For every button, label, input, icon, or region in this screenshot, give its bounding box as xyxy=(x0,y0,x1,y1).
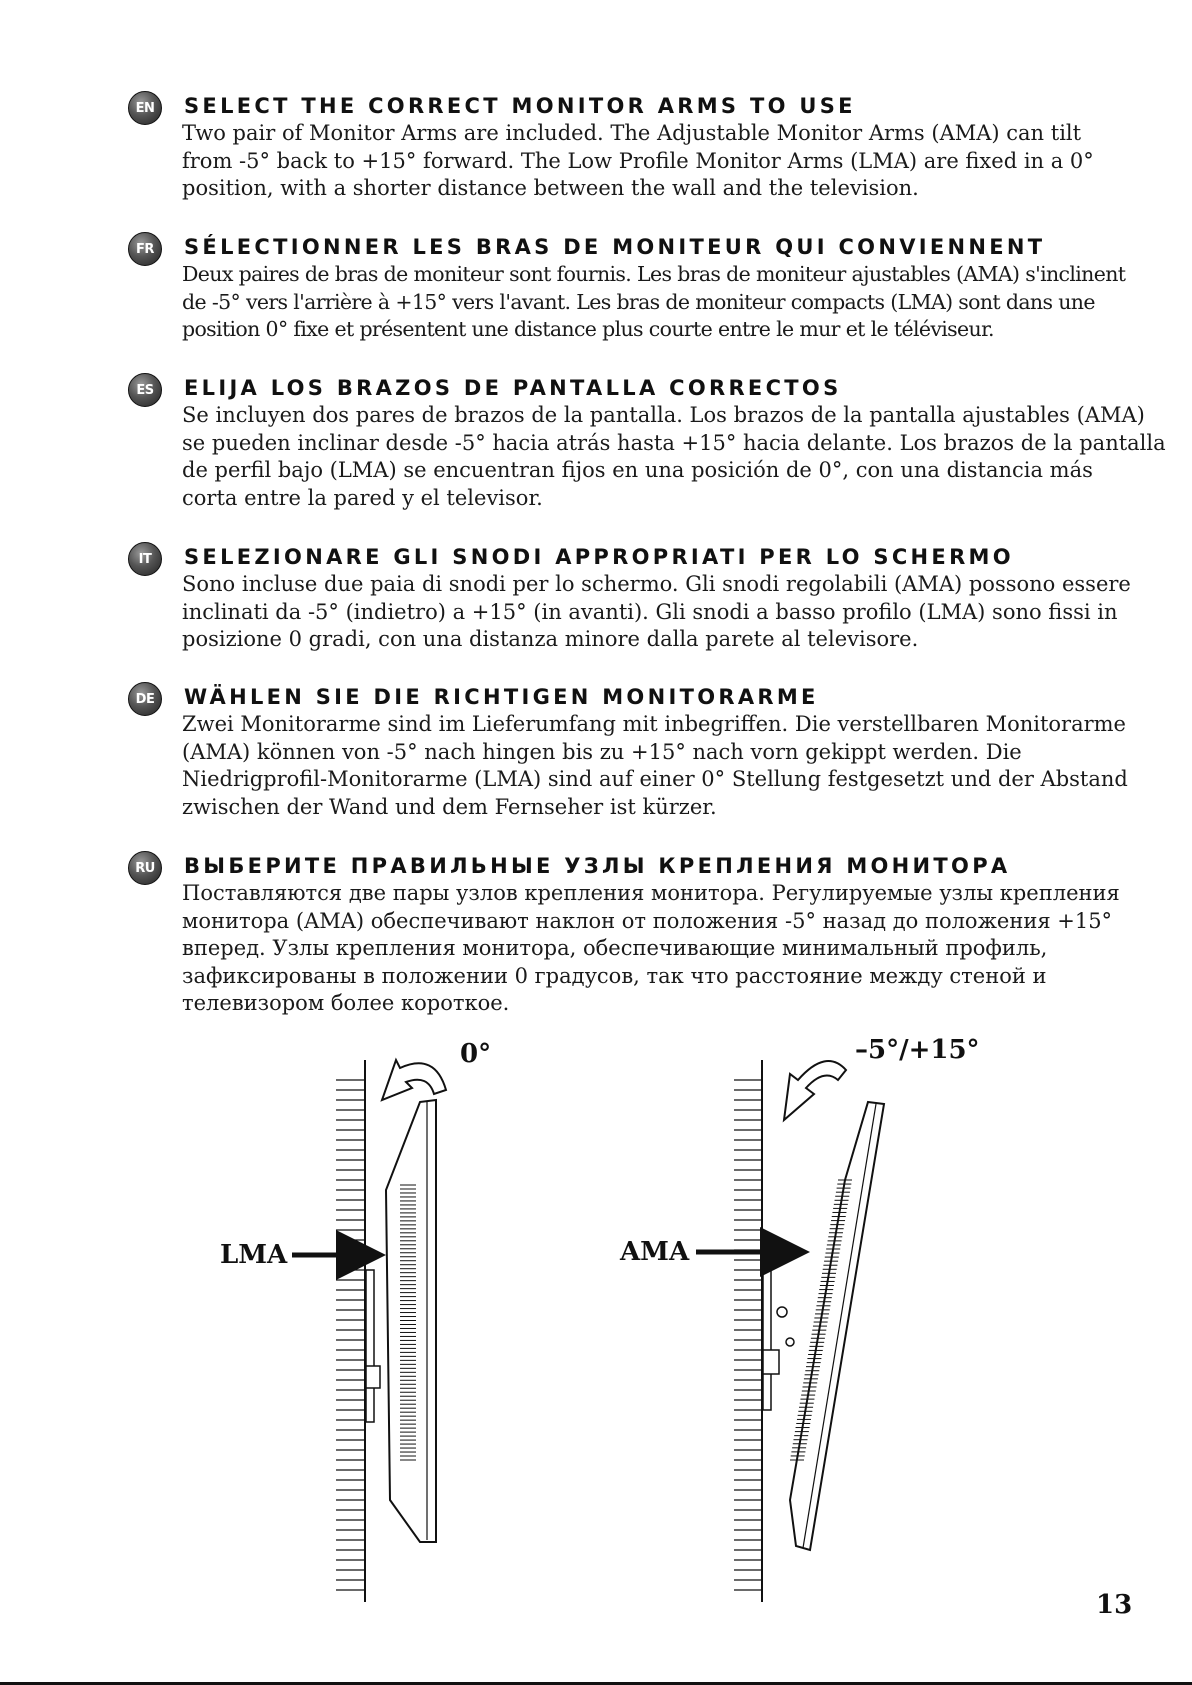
section-body xyxy=(182,120,1192,203)
body-line: Two pair of Monitor Arms are included. The Adjustable Monitor Arms (AMA) can tilt xyxy=(182,121,1082,145)
lma-diagram xyxy=(220,1039,491,1602)
language-badge-ru: RU xyxy=(128,851,162,885)
language-badge-es: ES xyxy=(128,373,162,407)
body-line: Zwei Monitorarme sind im Lieferumfang mit inbegriffen. Die verstellbaren Monitorarme xyxy=(182,712,1126,736)
body-line: from -5° back to +15° forward. The Low Profile Monitor Arms (LMA) are fixed in a 0° xyxy=(182,148,1094,173)
body-line: de -5° vers l'arrière à +15° vers l'avant. Les bras de moniteur compacts (LMA) sont dans une xyxy=(182,289,1095,314)
language-badge-de: DE xyxy=(128,682,162,716)
arm-label: LMA xyxy=(220,1240,288,1270)
body-line: (AMA) können von -5° nach hingen bis zu +15° nach vorn gekippt werden. Die xyxy=(182,739,1022,764)
wall-hatching xyxy=(734,1080,761,1590)
wall-hatching xyxy=(336,1080,364,1590)
section-body xyxy=(182,880,1192,1018)
mounting-diagram xyxy=(0,1030,1192,1610)
language-badge-en: EN xyxy=(128,91,162,125)
body-line: Deux paires de bras de moniteur sont fournis. Les bras de moniteur ajustables (AMA) s'inclinent xyxy=(182,262,1126,286)
section-heading: SÉLECTIONNER LES BRAS DE MONITEUR QUI CONVIENNENT xyxy=(184,235,1046,259)
body-line: зафиксированы в положении 0 градусов, так что расстояние между стеной и xyxy=(182,963,1047,988)
body-line: corta entre la pared y el televisor. xyxy=(182,485,543,510)
body-line: position 0° fixe et présentent une distance plus courte entre le mur et le téléviseur. xyxy=(182,317,994,341)
body-line: Sono incluse due paia di snodi per lo schermo. Gli snodi regolabili (AMA) possono essere xyxy=(182,572,1131,596)
body-line: se pueden inclinar desde -5° hacia atrás hasta +15° hacia delante. Los brazos de la pantalla xyxy=(182,430,1166,455)
section-heading: SELECT THE CORRECT MONITOR ARMS TO USE xyxy=(184,94,856,118)
language-badge-fr: FR xyxy=(128,232,162,266)
section-heading: WÄHLEN SIE DIE RICHTIGEN MONITORARME xyxy=(184,685,819,709)
arm-bracket xyxy=(763,1350,779,1374)
curved-arrow-icon xyxy=(784,1061,846,1120)
section-body xyxy=(182,261,1192,344)
arm-bracket xyxy=(366,1366,380,1388)
body-line: zwischen der Wand und dem Fernseher ist kürzer. xyxy=(182,794,717,819)
body-line: position, with a shorter distance between the wall and the television. xyxy=(182,176,919,200)
body-line: posizione 0 gradi, con una distanza minore dalla parete al televisore. xyxy=(182,627,919,651)
section-heading: ELIJA LOS BRAZOS DE PANTALLA CORRECTOS xyxy=(184,376,842,400)
angle-label: 0° xyxy=(460,1039,492,1069)
section-body xyxy=(182,571,1192,654)
arm-label: AMA xyxy=(620,1237,690,1267)
body-line: монитора (AMA) обеспечивают наклон от положения -5° назад до положения +15° xyxy=(182,908,1113,933)
body-line: Поставляются две пары узлов крепления монитора. Регулируемые узлы крепления xyxy=(182,881,1120,905)
tilt-knob xyxy=(777,1307,787,1317)
body-line: Niedrigprofil-Monitorarme (LMA) sind auf einer 0° Stellung festgesetzt und der Abstand xyxy=(182,767,1128,791)
body-line: de perfil bajo (LMA) se encuentran fijos en una posición de 0°, con una distancia más xyxy=(182,458,1093,482)
body-line: inclinati da -5° (indietro) a +15° (in avanti). Gli snodi a basso profilo (LMA) sono fissi in xyxy=(182,599,1118,624)
body-line: Se incluyen dos pares de brazos de la pantalla. Los brazos de la pantalla ajustables (AMA) xyxy=(182,403,1145,427)
body-line: телевизором более короткое. xyxy=(182,991,510,1015)
wall-plate xyxy=(366,1270,374,1422)
page-number: 13 xyxy=(1096,1590,1133,1620)
curved-arrow-icon xyxy=(382,1060,446,1100)
angle-label: –5°/+15° xyxy=(855,1035,980,1065)
language-badge-it: IT xyxy=(128,542,162,576)
wall-plate xyxy=(763,1260,771,1410)
section-heading: SELEZIONARE GLI SNODI APPROPRIATI PER LO SCHERMO xyxy=(184,545,1014,569)
ama-diagram xyxy=(619,1035,980,1602)
section-body xyxy=(182,402,1192,512)
tilt-pivot xyxy=(786,1338,794,1346)
tv-profile xyxy=(790,1102,884,1550)
section-heading: ВЫБЕРИТЕ ПРАВИЛЬНЫЕ УЗЛЫ КРЕПЛЕНИЯ МОНИТОРА xyxy=(184,854,1011,878)
body-line: вперед. Узлы крепления монитора, обеспечивающие минимальный профиль, xyxy=(182,936,1048,960)
section-body xyxy=(182,711,1192,821)
